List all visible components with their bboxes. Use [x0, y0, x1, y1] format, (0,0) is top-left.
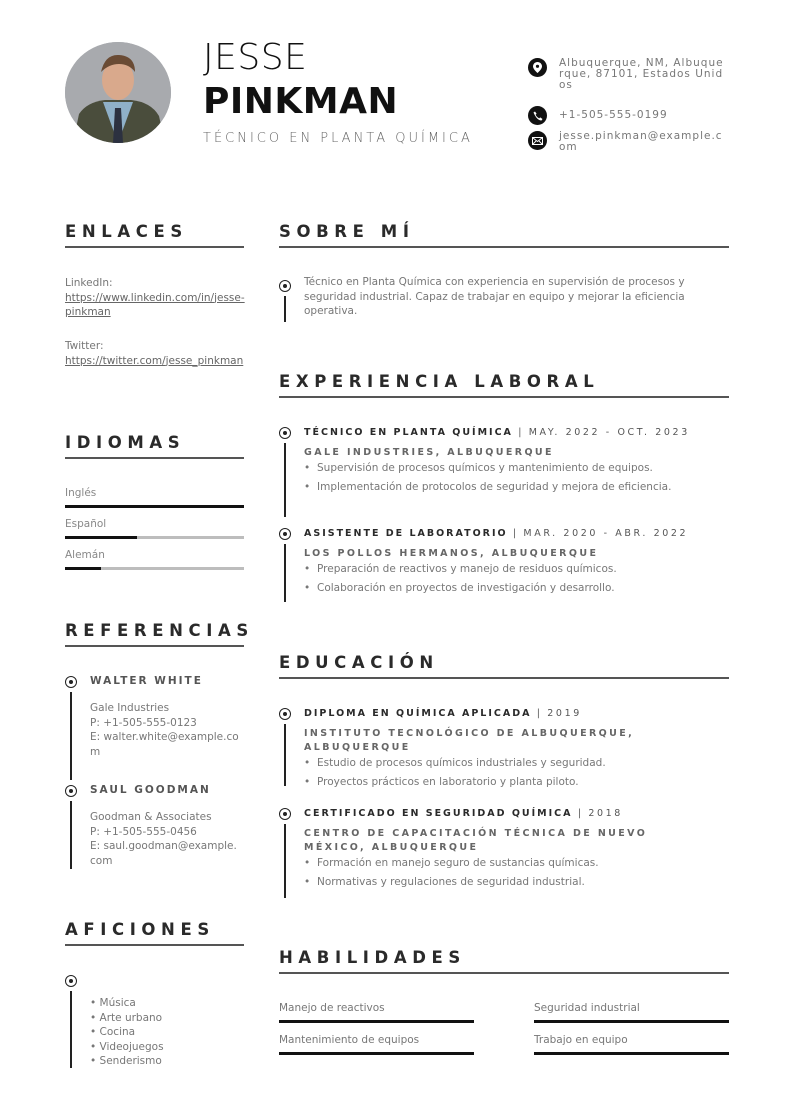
hobby-item: • Videojuegos: [90, 1040, 164, 1053]
language-level-bar: [65, 536, 244, 539]
skill-name: Mantenimiento de equipos: [279, 1034, 420, 1046]
timeline-line: [284, 824, 286, 898]
entry-bullet: • Estudio de procesos químicos industriales y seguridad.: [304, 757, 606, 769]
link-linkedin: [65, 276, 245, 320]
entry-bullet: • Normativas y regulaciones de seguridad industrial.: [304, 876, 585, 888]
entry-bullet: • Formación en manejo seguro de sustancias químicas.: [304, 857, 599, 869]
skill-name: Manejo de reactivos: [279, 1002, 385, 1014]
skill-item: [534, 1034, 729, 1055]
section-heading-references: REFERENCIAS: [65, 621, 254, 640]
entry-bullet: • Colaboración en proyectos de investigación y desarrollo.: [304, 582, 615, 594]
language-level-bar: [65, 505, 244, 508]
skill-item: [279, 1002, 474, 1023]
section-divider: [279, 972, 729, 974]
email-text[interactable]: jesse.pinkman@example.com: [559, 130, 723, 153]
first-name: JESSE: [203, 37, 308, 78]
section-heading-skills: HABILIDADES: [279, 948, 466, 967]
language-level-bar: [65, 567, 244, 570]
language-item: [65, 487, 244, 508]
entry-organization: INSTITUTO TECNOLÓGICO DE ALBUQUERQUE, ALBUQUERQUE: [304, 728, 635, 753]
skill-level-bar: [279, 1052, 474, 1055]
language-name: Inglés: [65, 487, 97, 499]
contact-email: [528, 131, 728, 153]
language-level-fill: [65, 567, 101, 570]
timeline-dot-icon: [279, 708, 291, 720]
education-entry: [304, 708, 729, 788]
section-divider: [65, 457, 244, 459]
skill-name: Seguridad industrial: [534, 1002, 640, 1014]
section-heading-experience: EXPERIENCIA LABORAL: [279, 372, 600, 391]
entry-bullet: • Supervisión de procesos químicos y mantenimiento de equipos.: [304, 462, 653, 474]
language-item: [65, 518, 244, 539]
language-level-fill: [65, 536, 137, 539]
timeline-dot-icon: [279, 528, 291, 540]
section-divider: [279, 677, 729, 679]
education-entry: [304, 808, 704, 888]
skill-item: [279, 1034, 474, 1055]
last-name: PINKMAN: [203, 81, 399, 122]
reference-details: [90, 701, 242, 759]
entry-title: CERTIFICADO EN SEGURIDAD QUÍMICA | 2018: [304, 808, 623, 819]
entry-organization: CENTRO DE CAPACITACIÓN TÉCNICA DE NUEVO MÉXICO, ALBUQUERQUE: [304, 828, 648, 853]
link-twitter: [65, 339, 245, 368]
contact-address: [528, 58, 728, 91]
link-label: Twitter:: [65, 340, 104, 352]
entry-organization: GALE INDUSTRIES, ALBUQUERQUE: [304, 447, 554, 458]
link-label: LinkedIn:: [65, 277, 113, 289]
reference-name: WALTER WHITE: [90, 675, 203, 687]
entry-bullet: • Preparación de reactivos y manejo de residuos químicos.: [304, 563, 617, 575]
section-divider: [279, 396, 729, 398]
about-text: Técnico en Planta Química con experiencia en supervisión de procesos y seguridad industrial. Capaz de trabajar en equipo y mejorar la eficiencia operativa.: [304, 276, 685, 317]
section-heading-languages: IDIOMAS: [65, 433, 186, 452]
section-divider: [65, 246, 244, 248]
profile-photo: [65, 42, 171, 143]
timeline-dot-icon: [279, 808, 291, 820]
entry-title: TÉCNICO EN PLANTA QUÍMICA | MAY. 2022 - OCT. 2023: [304, 427, 690, 438]
phone-text[interactable]: +1-505-555-0199: [559, 109, 668, 121]
timeline-dot-icon: [65, 785, 77, 797]
section-divider: [65, 645, 244, 647]
section-heading-links: ENLACES: [65, 222, 188, 241]
address-text: Albuquerque, NM, Albuquerque, 87101, Estados Unidos: [559, 57, 724, 91]
section-heading-hobbies: AFICIONES: [65, 920, 215, 939]
skill-level-bar: [534, 1020, 729, 1023]
skill-item: [534, 1002, 729, 1023]
timeline-dot-icon: [65, 975, 77, 987]
reference-name: SAUL GOODMAN: [90, 784, 211, 796]
timeline-dot-icon: [65, 676, 77, 688]
experience-entry: [304, 528, 729, 594]
reference-email: E: saul.goodman@example.com: [90, 840, 237, 867]
timeline-line: [70, 991, 72, 1068]
timeline-line: [284, 724, 286, 786]
language-name: Alemán: [65, 549, 105, 561]
hobby-item: • Cocina: [90, 1026, 136, 1038]
entry-organization: LOS POLLOS HERMANOS, ALBUQUERQUE: [304, 548, 599, 559]
language-level-fill: [65, 505, 244, 508]
section-heading-education: EDUCACIÓN: [279, 653, 439, 672]
skill-level-bar: [534, 1052, 729, 1055]
reference-company: Goodman & Associates: [90, 811, 212, 823]
skill-level-bar: [279, 1020, 474, 1023]
linkedin-url[interactable]: https://www.linkedin.com/in/jesse-pinkman: [65, 291, 245, 318]
entry-title: ASISTENTE DE LABORATORIO | MAR. 2020 - ABR. 2022: [304, 528, 689, 539]
language-item: [65, 549, 244, 570]
timeline-line: [70, 801, 72, 869]
timeline-dot-icon: [279, 280, 291, 292]
location-pin-icon: [528, 58, 547, 77]
hobby-item: • Música: [90, 997, 136, 1009]
entry-bullet: • Proyectos prácticos en laboratorio y planta piloto.: [304, 776, 579, 788]
timeline-line: [284, 443, 286, 517]
timeline-line: [284, 544, 286, 602]
hobby-item: • Arte urbano: [90, 1011, 163, 1024]
contact-phone: [528, 106, 728, 125]
section-divider: [279, 246, 729, 248]
entry-title: DIPLOMA EN QUÍMICA APLICADA | 2019: [304, 708, 582, 719]
entry-bullet: • Implementación de protocolos de seguridad y mejora de eficiencia.: [304, 481, 672, 493]
reference-details: [90, 810, 242, 868]
reference-phone: P: +1-505-555-0123: [90, 716, 197, 729]
reference-company: Gale Industries: [90, 702, 170, 714]
timeline-line: [70, 692, 72, 780]
job-title: TÉCNICO EN PLANTA QUÍMICA: [203, 131, 473, 146]
section-heading-about: SOBRE MÍ: [279, 222, 415, 241]
section-divider: [65, 944, 244, 946]
phone-icon: [528, 106, 547, 125]
email-icon: [528, 131, 547, 150]
hobby-item: • Senderismo: [90, 1055, 162, 1067]
twitter-url[interactable]: https://twitter.com/jesse_pinkman: [65, 354, 244, 367]
timeline-dot-icon: [279, 427, 291, 439]
reference-phone: P: +1-505-555-0456: [90, 825, 197, 838]
hobbies-list: [90, 996, 164, 1069]
experience-entry: [304, 427, 729, 493]
avatar: [65, 42, 171, 143]
language-name: Español: [65, 518, 107, 530]
skill-name: Trabajo en equipo: [534, 1034, 628, 1046]
timeline-line: [284, 296, 286, 322]
reference-email: E: walter.white@example.com: [90, 731, 239, 758]
